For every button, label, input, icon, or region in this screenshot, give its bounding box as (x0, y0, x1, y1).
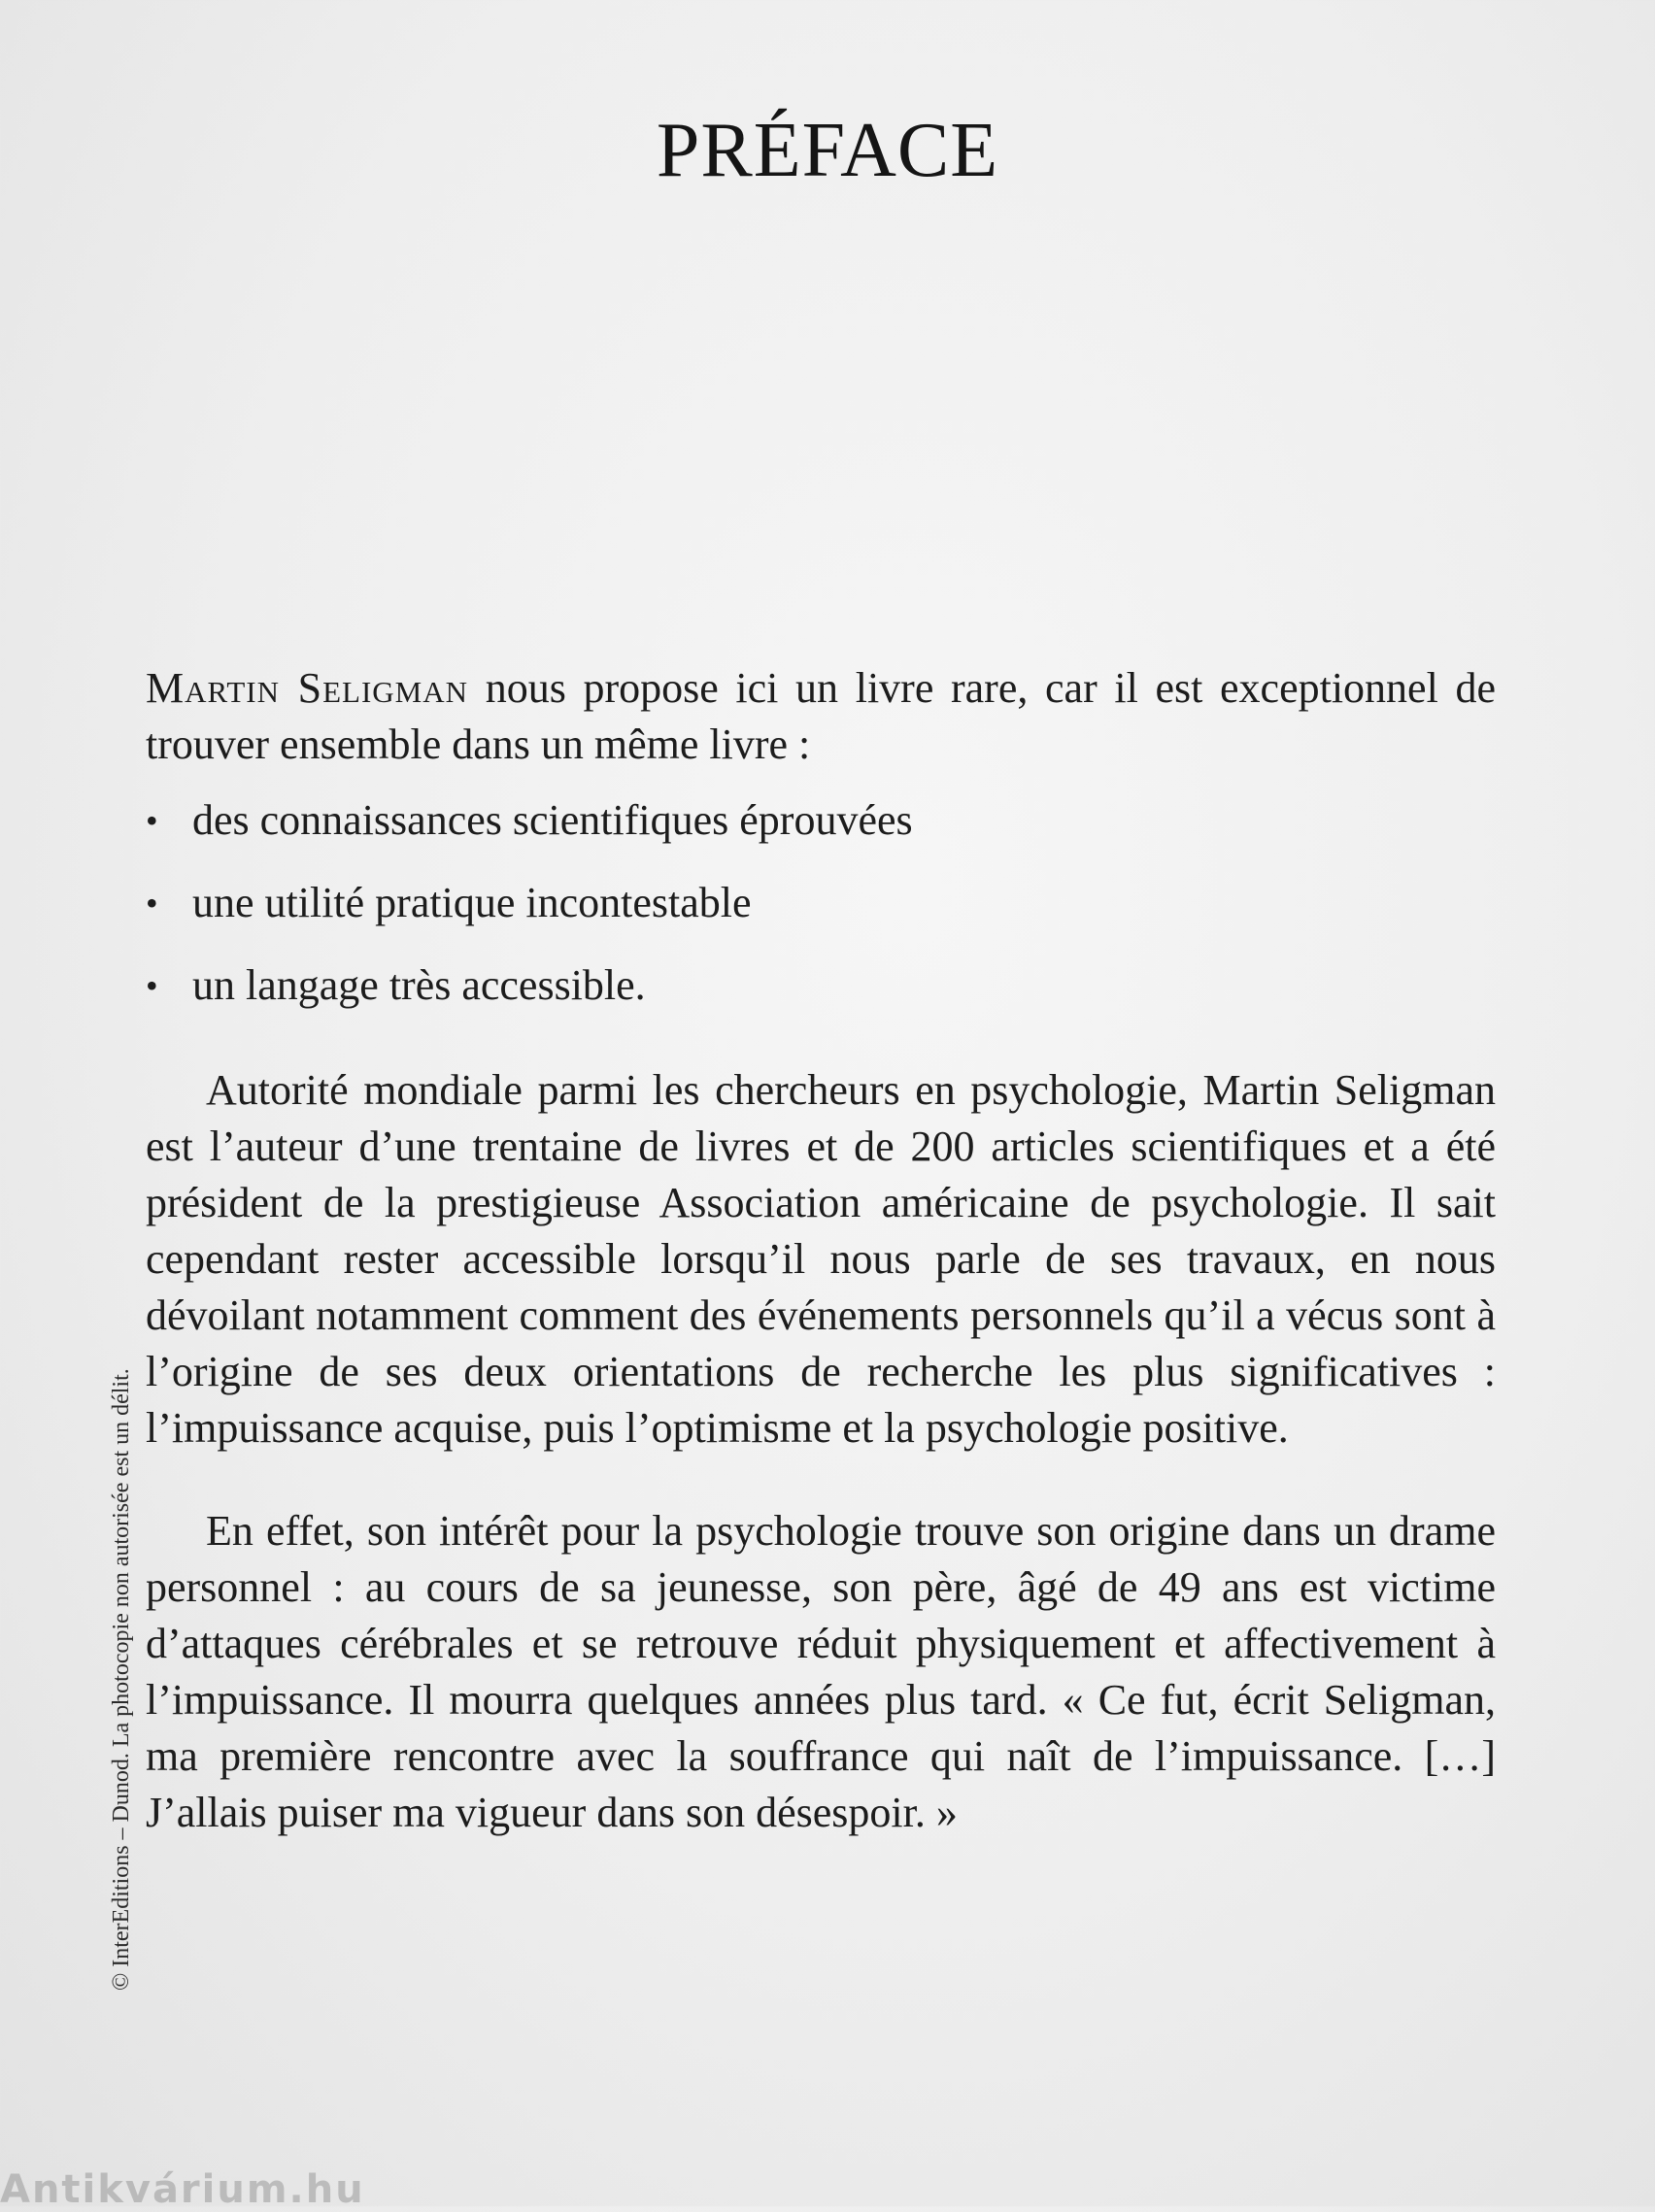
list-item (146, 792, 1496, 849)
list-item-text: un langage très accessible. (192, 961, 646, 1009)
bullet-icon: • (146, 801, 158, 840)
list-item (146, 875, 1496, 931)
list-item-text: des connaissances scientifiques éprouvées (192, 796, 913, 844)
preface-body (146, 660, 1496, 1841)
list-item-text: une utilité pratique incontestable (192, 879, 752, 926)
bullet-icon: • (146, 966, 158, 1005)
copyright-notice: © InterEditions – Dunod. La photocopie non autorisée est un délit. (109, 1368, 134, 1991)
show-through-texture (146, 0, 1505, 544)
bullet-icon: • (146, 884, 158, 922)
watermark: Antikvárium.hu (0, 2167, 365, 2212)
intro-text: nous propose ici un livre rare, car il est exceptionnel de trouver ensemble dans un même livre : (146, 664, 1496, 768)
author-name: Martin Seligman (146, 664, 469, 712)
paragraph-authority: Autorité mondiale parmi les chercheurs en psychologie, Martin Seligman est l’auteur d’une trentaine de livres et de 200 articles scientifiques et a été président de la prestigieuse Association américaine de psychologie. Il sait cependant rester accessible lorsqu’il nous parle de ses travaux, en nous dévoilant notamment comment des événements personnels qu’il a vécus sont à l’origine de ses deux orientations de recherche les plus significatives : l’impuissance acquise, puis l’optimisme et la psychologie positive. (146, 1066, 1496, 1452)
paragraph-origin: En effet, son intérêt pour la psychologie trouve son origine dans un drame personnel : au cours de sa jeunesse, son père, âgé de 49 ans est victime d’attaques cérébrales et se retrouve réduit physiquement et affectivement à l’impuissance. Il mourra quelques années plus tard. « Ce fut, écrit Seligman, ma première rencontre avec la souffrance qui naît de l’impuissance. […] J’allais puiser ma vigueur dans son désespoir. » (146, 1507, 1496, 1836)
page-title: PRÉFACE (656, 108, 999, 193)
list-item (146, 957, 1496, 1014)
bullet-list (146, 792, 1496, 1014)
intro-paragraph (146, 660, 1496, 773)
